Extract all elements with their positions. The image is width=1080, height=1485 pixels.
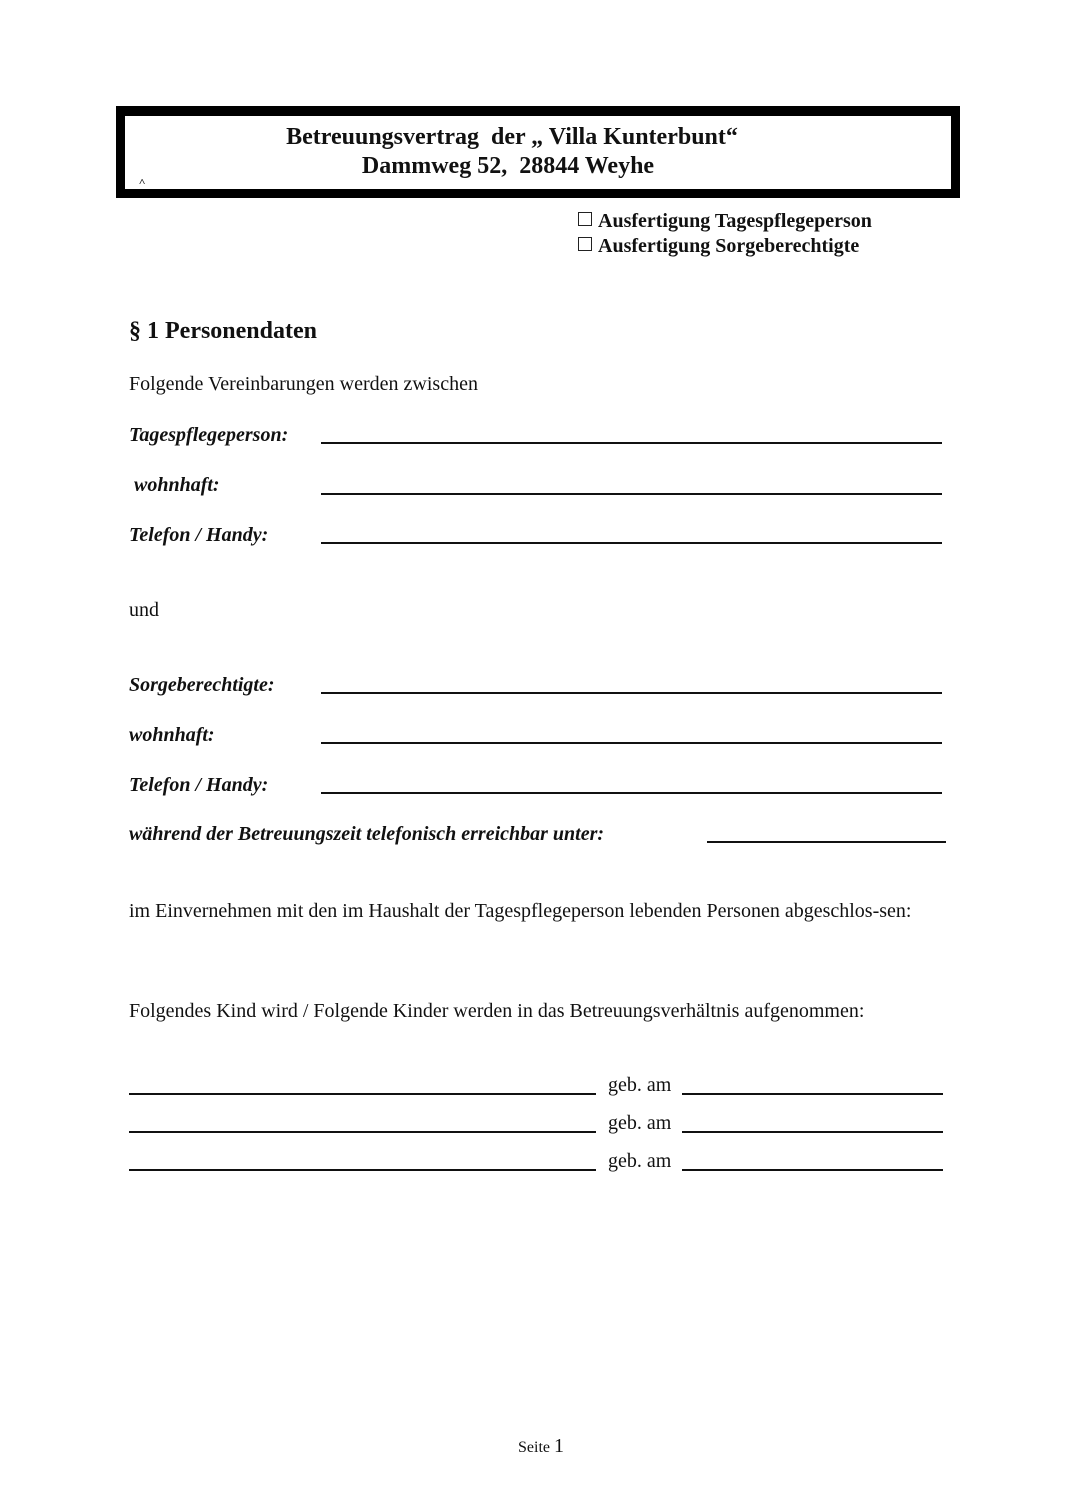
child-row <box>0 1150 1080 1180</box>
caregiver-name-field[interactable] <box>321 442 942 444</box>
intro-text: Folgende Vereinbarungen werden zwischen <box>129 373 478 395</box>
child-row <box>0 1074 1080 1104</box>
page-number: 1 <box>554 1435 564 1457</box>
contract-title: Betreuungsvertrag der „ Villa Kunterbunt“ <box>286 124 738 150</box>
guardian-address-label: wohnhaft: <box>129 724 215 746</box>
child-name-field[interactable] <box>129 1131 596 1133</box>
guardian-name-label: Sorgeberechtigte: <box>129 674 275 696</box>
copy-option-label: Ausfertigung Sorgeberechtigte <box>598 235 860 257</box>
checkbox-icon[interactable] <box>578 237 592 251</box>
caregiver-address-label: wohnhaft: <box>134 474 220 496</box>
child-name-field[interactable] <box>129 1093 596 1095</box>
child-birthdate-field[interactable] <box>682 1093 943 1095</box>
guardian-name-field[interactable] <box>321 692 942 694</box>
reachable-phone-field[interactable] <box>707 841 946 843</box>
child-name-field[interactable] <box>129 1169 596 1171</box>
child-row <box>0 1112 1080 1142</box>
reachable-label: während der Betreuungszeit telefonisch erreichbar unter: <box>129 823 605 845</box>
guardian-phone-field[interactable] <box>321 792 942 794</box>
caregiver-name-label: Tagespflegeperson: <box>129 424 289 446</box>
guardian-address-field[interactable] <box>321 742 942 744</box>
caregiver-phone-field[interactable] <box>321 542 942 544</box>
and-text: und <box>129 599 159 621</box>
guardian-phone-label: Telefon / Handy: <box>129 774 269 796</box>
birth-label: geb. am <box>608 1150 672 1172</box>
header-box <box>116 106 960 198</box>
checkbox-icon[interactable] <box>578 212 592 226</box>
agreement-text: im Einvernehmen mit den im Haushalt der Tagespflegeperson lebenden Personen abgeschlos-sen: <box>129 900 912 922</box>
caregiver-phone-label: Telefon / Handy: <box>129 524 269 546</box>
contract-address: Dammweg 52, 28844 Weyhe <box>361 153 655 179</box>
copy-option-label: Ausfertigung Tagespflegeperson <box>598 210 872 232</box>
child-birthdate-field[interactable] <box>682 1169 943 1171</box>
caregiver-address-field[interactable] <box>321 493 942 495</box>
page-footer <box>0 1435 1080 1458</box>
children-intro-text: Folgendes Kind wird / Folgende Kinder werden in das Betreuungsverhältnis aufgenommen: <box>129 1000 865 1022</box>
copy-option-guardian[interactable] <box>578 235 859 258</box>
page-label: Seite <box>518 1439 550 1456</box>
birth-label: geb. am <box>608 1074 672 1096</box>
header-mark: ˄ <box>139 176 146 188</box>
section-title: § 1 Personendaten <box>129 318 317 344</box>
copy-option-caregiver[interactable] <box>578 210 872 233</box>
birth-label: geb. am <box>608 1112 672 1134</box>
child-birthdate-field[interactable] <box>682 1131 943 1133</box>
